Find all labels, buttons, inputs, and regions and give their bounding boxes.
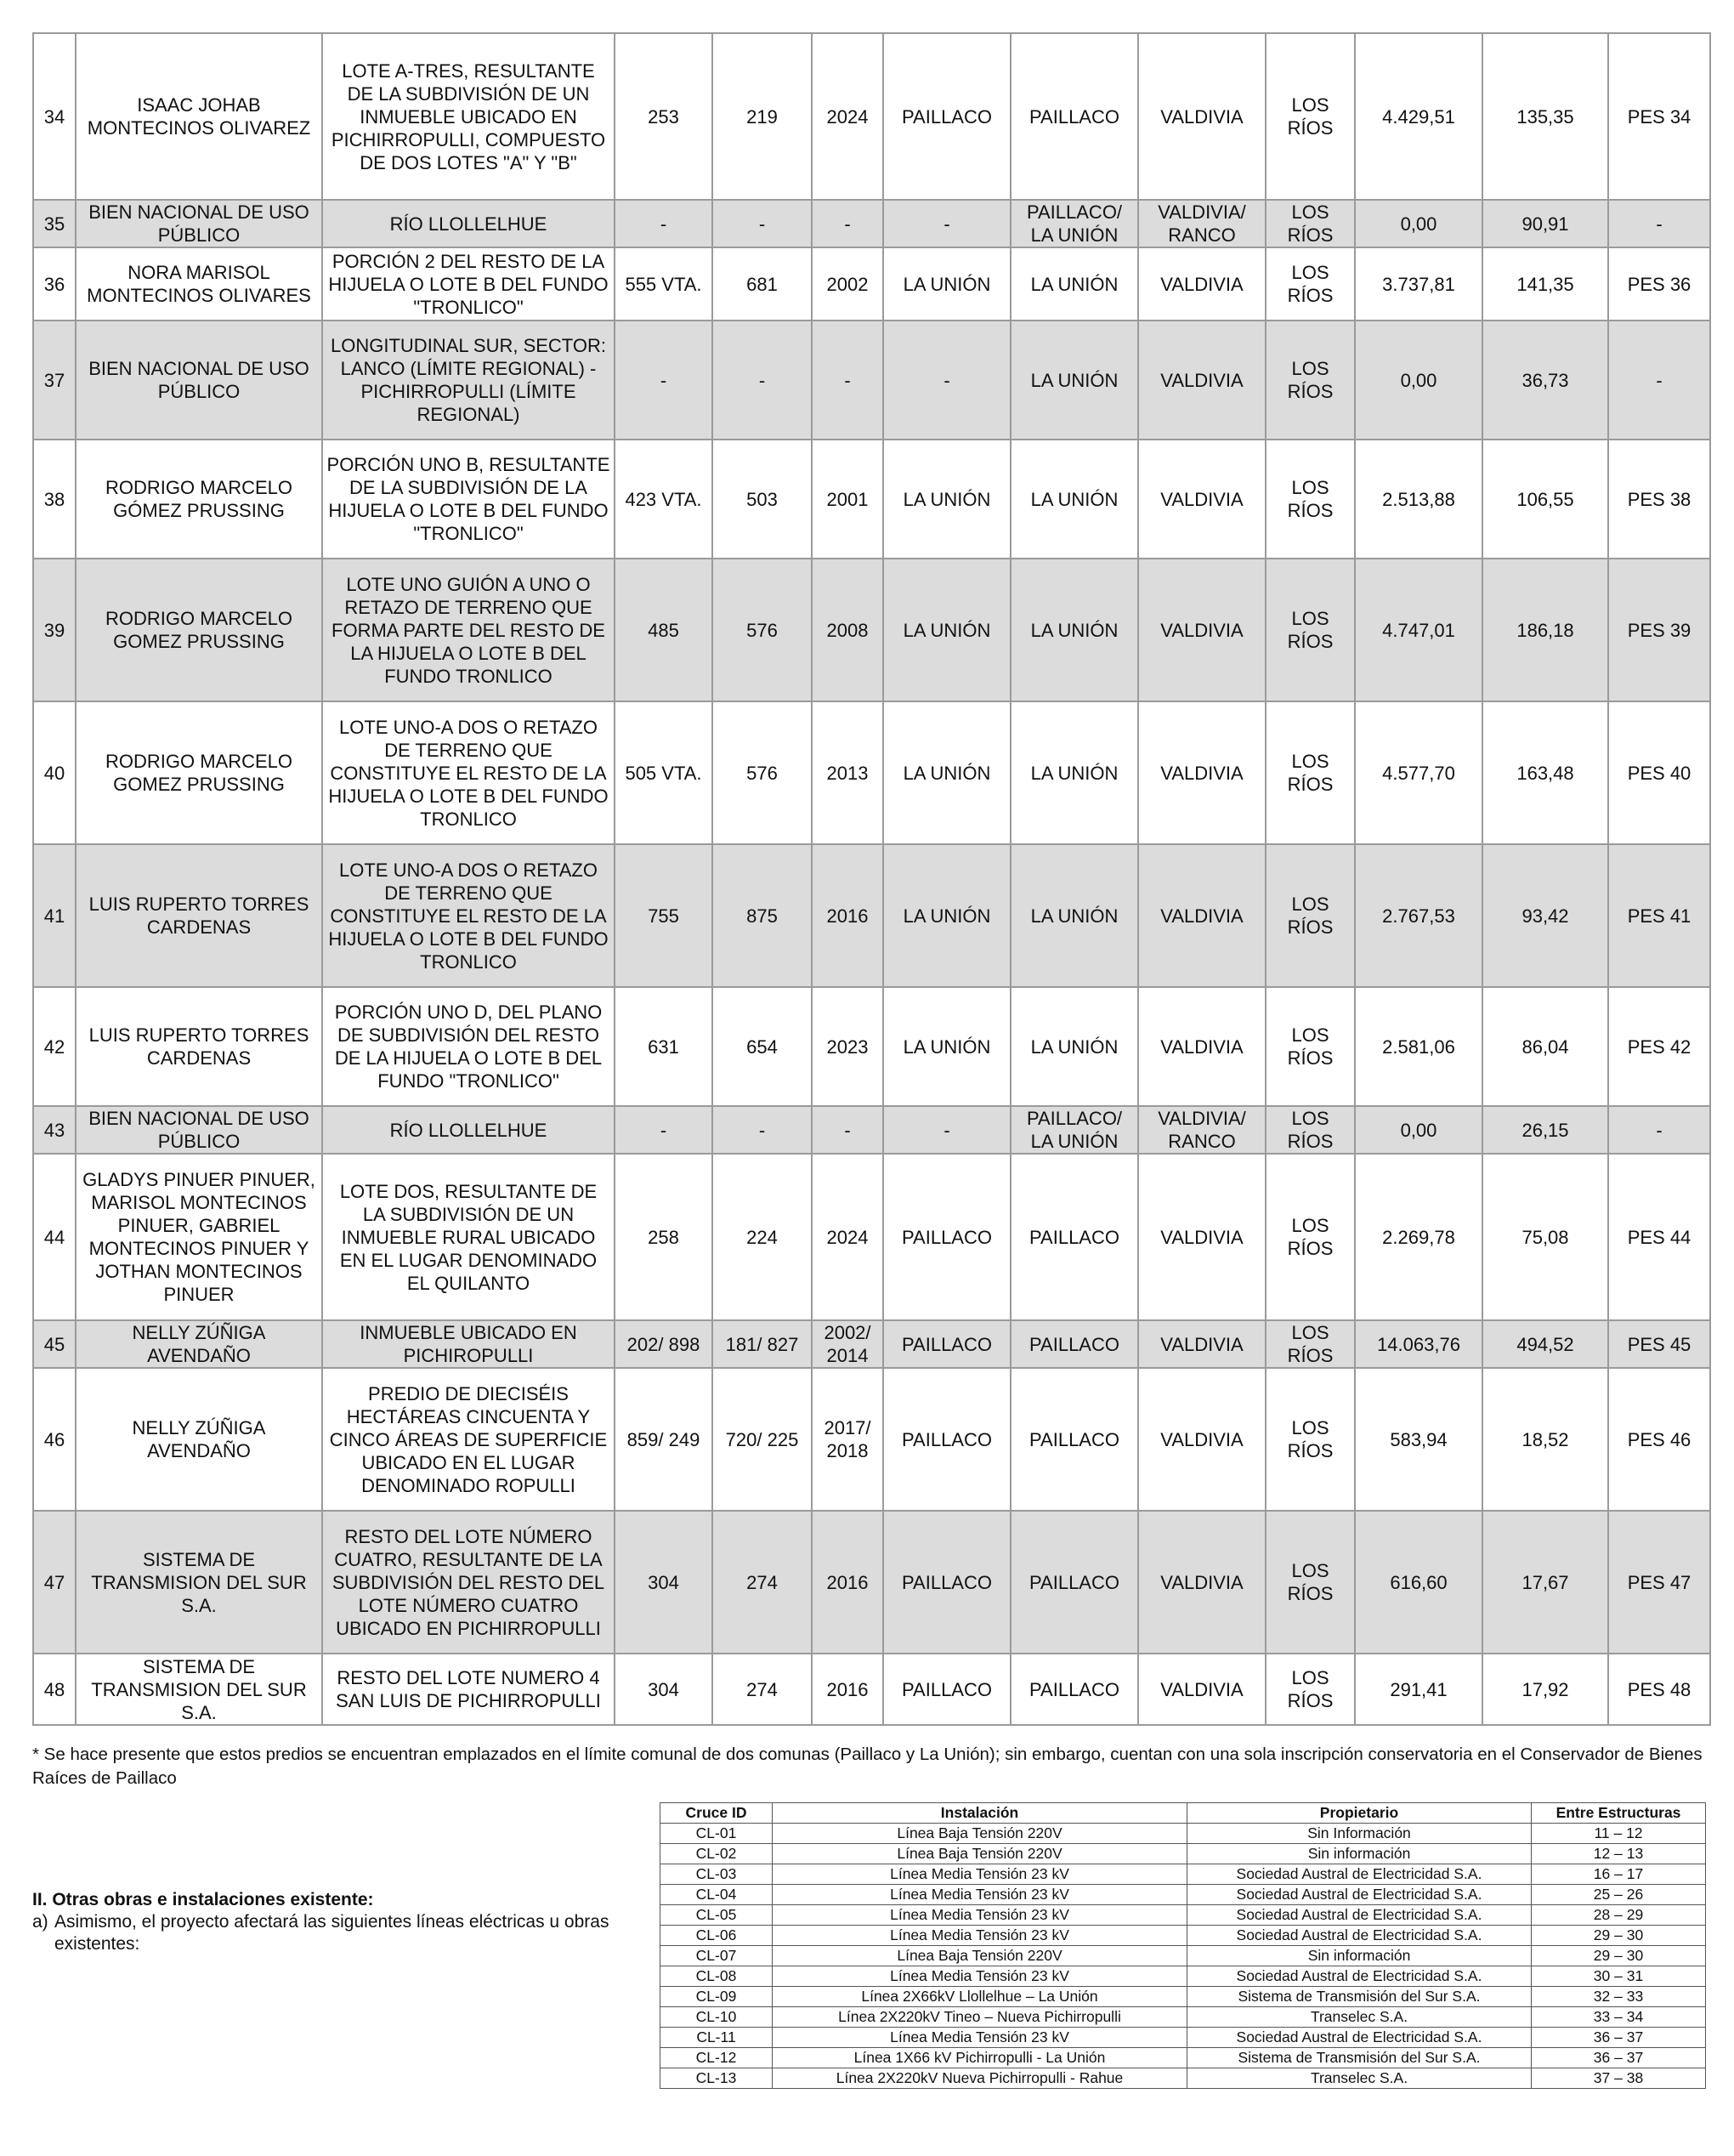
provincia: VALDIVIA bbox=[1138, 1511, 1266, 1654]
footnote: * Se hace presente que estos predios se encuentran emplazados en el límite comunal de dos comunas (Paillaco y La Unión); sin embargo, cuentan con una sola inscripción conservatoria en el Conservador de Bienes Raíces de Paillaco bbox=[32, 1745, 1703, 1788]
pes-code: - bbox=[1608, 1106, 1710, 1154]
owner: Sociedad Austral de Electricidad S.A. bbox=[1187, 1926, 1532, 1946]
crossing-id: CL-05 bbox=[660, 1905, 773, 1926]
pes-code: PES 39 bbox=[1608, 559, 1710, 701]
fojas: 258 bbox=[615, 1154, 712, 1320]
table-row bbox=[33, 1654, 1710, 1725]
length: 36,73 bbox=[1482, 321, 1608, 440]
inscription-number: 720/ 225 bbox=[712, 1368, 812, 1511]
region: LOS RÍOS bbox=[1266, 33, 1355, 200]
comuna: PAILLACO bbox=[1011, 33, 1138, 200]
crossing-row bbox=[660, 1824, 1706, 1844]
pes-code: - bbox=[1608, 200, 1710, 247]
pes-code: PES 42 bbox=[1608, 987, 1710, 1106]
inscription-number: 181/ 827 bbox=[712, 1320, 812, 1368]
provincia: VALDIVIA bbox=[1138, 701, 1266, 844]
cbr: - bbox=[883, 321, 1011, 440]
row-number: 43 bbox=[33, 1106, 76, 1154]
crossing-row bbox=[660, 1864, 1706, 1885]
owner: Sin Información bbox=[1187, 1824, 1532, 1844]
area: 2.513,88 bbox=[1355, 440, 1482, 559]
area: 2.581,06 bbox=[1355, 987, 1482, 1106]
owner: Sistema de Transmisión del Sur S.A. bbox=[1187, 2048, 1532, 2068]
year: - bbox=[812, 1106, 883, 1154]
row-number: 46 bbox=[33, 1368, 76, 1511]
property-description: RESTO DEL LOTE NÚMERO CUATRO, RESULTANTE DE LA SUBDIVISIÓN DEL RESTO DEL LOTE NÚMERO CUATRO UBICADO EN PICHIRROPULLI bbox=[322, 1511, 615, 1654]
crossing-id: CL-11 bbox=[660, 2028, 773, 2048]
provincia: VALDIVIA bbox=[1138, 987, 1266, 1106]
table-row bbox=[33, 33, 1710, 200]
property-description: LOTE UNO GUIÓN A UNO O RETAZO DE TERRENO QUE FORMA PARTE DEL RESTO DE LA HIJUELA O LOTE B DEL FUNDO TRONLICO bbox=[322, 559, 615, 701]
row-number: 42 bbox=[33, 987, 76, 1106]
region: LOS RÍOS bbox=[1266, 1654, 1355, 1725]
comuna: PAILLACO bbox=[1011, 1368, 1138, 1511]
table-row bbox=[33, 440, 1710, 559]
property-description: PORCIÓN 2 DEL RESTO DE LA HIJUELA O LOTE B DEL FUNDO "TRONLICO" bbox=[322, 247, 615, 321]
row-number: 45 bbox=[33, 1320, 76, 1368]
crossing-id: CL-07 bbox=[660, 1946, 773, 1966]
cbr: PAILLACO bbox=[883, 1368, 1011, 1511]
property-description: LOTE UNO-A DOS O RETAZO DE TERRENO QUE CONSTITUYE EL RESTO DE LA HIJUELA O LOTE B DEL FUNDO TRONLICO bbox=[322, 701, 615, 844]
crossing-id: CL-08 bbox=[660, 1966, 773, 1987]
year: 2013 bbox=[812, 701, 883, 844]
length: 163,48 bbox=[1482, 701, 1608, 844]
crossing-row bbox=[660, 1844, 1706, 1864]
fojas: 304 bbox=[615, 1654, 712, 1725]
section-other-works bbox=[32, 1889, 627, 1955]
property-description: LOTE DOS, RESULTANTE DE LA SUBDIVISIÓN DE UN INMUEBLE RURAL UBICADO EN EL LUGAR DENOMINADO EL QUILANTO bbox=[322, 1154, 615, 1320]
length: 93,42 bbox=[1482, 844, 1608, 987]
table-row bbox=[33, 1511, 1710, 1654]
inscription-number: 219 bbox=[712, 33, 812, 200]
pes-code: PES 47 bbox=[1608, 1511, 1710, 1654]
pes-code: PES 34 bbox=[1608, 33, 1710, 200]
length: 26,15 bbox=[1482, 1106, 1608, 1154]
section-heading: II. Otras obras e instalaciones existente: bbox=[32, 1890, 374, 1909]
comuna: PAILLACO bbox=[1011, 1511, 1138, 1654]
length: 75,08 bbox=[1482, 1154, 1608, 1320]
crossing-row bbox=[660, 2048, 1706, 2068]
inscription-number: 274 bbox=[712, 1654, 812, 1725]
area: 0,00 bbox=[1355, 200, 1482, 247]
inscription-number: - bbox=[712, 200, 812, 247]
pes-code: PES 44 bbox=[1608, 1154, 1710, 1320]
owner-name: NELLY ZÚÑIGA AVENDAÑO bbox=[76, 1320, 322, 1368]
crossing-row bbox=[660, 1966, 1706, 1987]
fojas: 631 bbox=[615, 987, 712, 1106]
column-header: Propietario bbox=[1187, 1803, 1532, 1824]
length: 86,04 bbox=[1482, 987, 1608, 1106]
comuna: LA UNIÓN bbox=[1011, 247, 1138, 321]
provincia: VALDIVIA bbox=[1138, 559, 1266, 701]
properties-table bbox=[32, 32, 1711, 1726]
owner-name: SISTEMA DE TRANSMISION DEL SUR S.A. bbox=[76, 1511, 322, 1654]
owner-name: RODRIGO MARCELO GOMEZ PRUSSING bbox=[76, 701, 322, 844]
list-item bbox=[32, 1911, 627, 1955]
area: 4.429,51 bbox=[1355, 33, 1482, 200]
inscription-number: 503 bbox=[712, 440, 812, 559]
cbr: PAILLACO bbox=[883, 33, 1011, 200]
table-row bbox=[33, 559, 1710, 701]
provincia: VALDIVIA bbox=[1138, 247, 1266, 321]
installation: Línea Media Tensión 23 kV bbox=[773, 1966, 1187, 1987]
cbr: LA UNIÓN bbox=[883, 559, 1011, 701]
cbr: - bbox=[883, 1106, 1011, 1154]
installation: Línea Media Tensión 23 kV bbox=[773, 1926, 1187, 1946]
owner-name: ISAAC JOHAB MONTECINOS OLIVAREZ bbox=[76, 33, 322, 200]
owner-name: RODRIGO MARCELO GÓMEZ PRUSSING bbox=[76, 440, 322, 559]
structures: 36 – 37 bbox=[1532, 2028, 1706, 2048]
property-description: PORCIÓN UNO B, RESULTANTE DE LA SUBDIVISIÓN DE LA HIJUELA O LOTE B DEL FUNDO "TRONLICO" bbox=[322, 440, 615, 559]
owner: Sociedad Austral de Electricidad S.A. bbox=[1187, 1905, 1532, 1926]
provincia: VALDIVIA bbox=[1138, 844, 1266, 987]
property-description: LOTE UNO-A DOS O RETAZO DE TERRENO QUE CONSTITUYE EL RESTO DE LA HIJUELA O LOTE B DEL FUNDO TRONLICO bbox=[322, 844, 615, 987]
length: 186,18 bbox=[1482, 559, 1608, 701]
length: 17,67 bbox=[1482, 1511, 1608, 1654]
fojas: - bbox=[615, 321, 712, 440]
property-description: PORCIÓN UNO D, DEL PLANO DE SUBDIVISIÓN DEL RESTO DE LA HIJUELA O LOTE B DEL FUNDO "TRONLICO" bbox=[322, 987, 615, 1106]
structures: 29 – 30 bbox=[1532, 1926, 1706, 1946]
region: LOS RÍOS bbox=[1266, 1154, 1355, 1320]
area: 0,00 bbox=[1355, 321, 1482, 440]
area: 616,60 bbox=[1355, 1511, 1482, 1654]
inscription-number: 875 bbox=[712, 844, 812, 987]
provincia: VALDIVIA bbox=[1138, 440, 1266, 559]
length: 18,52 bbox=[1482, 1368, 1608, 1511]
fojas: 202/ 898 bbox=[615, 1320, 712, 1368]
owner-name: BIEN NACIONAL DE USO PÚBLICO bbox=[76, 1106, 322, 1154]
length: 494,52 bbox=[1482, 1320, 1608, 1368]
year: - bbox=[812, 200, 883, 247]
installation: Línea Media Tensión 23 kV bbox=[773, 1885, 1187, 1905]
region: LOS RÍOS bbox=[1266, 440, 1355, 559]
pes-code: PES 40 bbox=[1608, 701, 1710, 844]
owner: Sistema de Transmisión del Sur S.A. bbox=[1187, 1987, 1532, 2007]
crossing-row bbox=[660, 1926, 1706, 1946]
inscription-number: 576 bbox=[712, 559, 812, 701]
region: LOS RÍOS bbox=[1266, 1511, 1355, 1654]
provincia: VALDIVIA bbox=[1138, 1368, 1266, 1511]
property-description: RESTO DEL LOTE NUMERO 4 SAN LUIS DE PICHIRROPULLI bbox=[322, 1654, 615, 1725]
structures: 37 – 38 bbox=[1532, 2068, 1706, 2089]
pes-code: PES 48 bbox=[1608, 1654, 1710, 1725]
installation: Línea Media Tensión 23 kV bbox=[773, 1864, 1187, 1885]
pes-code: PES 46 bbox=[1608, 1368, 1710, 1511]
pes-code: - bbox=[1608, 321, 1710, 440]
area: 291,41 bbox=[1355, 1654, 1482, 1725]
property-description: INMUEBLE UBICADO EN PICHIROPULLI bbox=[322, 1320, 615, 1368]
table-row bbox=[33, 200, 1710, 247]
region: LOS RÍOS bbox=[1266, 987, 1355, 1106]
region: LOS RÍOS bbox=[1266, 200, 1355, 247]
year: 2023 bbox=[812, 987, 883, 1106]
cbr: - bbox=[883, 200, 1011, 247]
table-row bbox=[33, 1154, 1710, 1320]
owner: Sin información bbox=[1187, 1844, 1532, 1864]
crossing-id: CL-12 bbox=[660, 2048, 773, 2068]
length: 17,92 bbox=[1482, 1654, 1608, 1725]
installation: Línea Baja Tensión 220V bbox=[773, 1946, 1187, 1966]
owner: Transelec S.A. bbox=[1187, 2007, 1532, 2028]
cbr: LA UNIÓN bbox=[883, 701, 1011, 844]
row-number: 40 bbox=[33, 701, 76, 844]
inscription-number: 681 bbox=[712, 247, 812, 321]
cbr: PAILLACO bbox=[883, 1154, 1011, 1320]
owner-name: BIEN NACIONAL DE USO PÚBLICO bbox=[76, 321, 322, 440]
row-number: 34 bbox=[33, 33, 76, 200]
provincia: VALDIVIA/ RANCO bbox=[1138, 200, 1266, 247]
structures: 36 – 37 bbox=[1532, 2048, 1706, 2068]
year: 2002 bbox=[812, 247, 883, 321]
structures: 30 – 31 bbox=[1532, 1966, 1706, 1987]
year: 2016 bbox=[812, 844, 883, 987]
cbr: LA UNIÓN bbox=[883, 440, 1011, 559]
fojas: - bbox=[615, 1106, 712, 1154]
list-item-text: Asimismo, el proyecto afectará las siguientes líneas eléctricas u obras existentes: bbox=[54, 1912, 609, 1954]
installation: Línea Media Tensión 23 kV bbox=[773, 1905, 1187, 1926]
cbr: PAILLACO bbox=[883, 1511, 1011, 1654]
comuna: LA UNIÓN bbox=[1011, 844, 1138, 987]
owner: Sociedad Austral de Electricidad S.A. bbox=[1187, 1864, 1532, 1885]
region: LOS RÍOS bbox=[1266, 1106, 1355, 1154]
crossing-id: CL-10 bbox=[660, 2007, 773, 2028]
installation: Línea 2X220kV Tineo – Nueva Pichirropulli bbox=[773, 2007, 1187, 2028]
structures: 32 – 33 bbox=[1532, 1987, 1706, 2007]
cbr: PAILLACO bbox=[883, 1320, 1011, 1368]
installation: Línea Baja Tensión 220V bbox=[773, 1844, 1187, 1864]
comuna: PAILLACO/ LA UNIÓN bbox=[1011, 1106, 1138, 1154]
crossing-row bbox=[660, 2007, 1706, 2028]
owner-name: NELLY ZÚÑIGA AVENDAÑO bbox=[76, 1368, 322, 1511]
crossing-id: CL-13 bbox=[660, 2068, 773, 2089]
page bbox=[32, 32, 1705, 1726]
region: LOS RÍOS bbox=[1266, 559, 1355, 701]
inscription-number: - bbox=[712, 321, 812, 440]
crossing-id: CL-03 bbox=[660, 1864, 773, 1885]
row-number: 39 bbox=[33, 559, 76, 701]
owner-name: LUIS RUPERTO TORRES CARDENAS bbox=[76, 844, 322, 987]
crossing-id: CL-01 bbox=[660, 1824, 773, 1844]
crossing-id: CL-04 bbox=[660, 1885, 773, 1905]
column-header: Cruce ID bbox=[660, 1803, 773, 1824]
owner-name: RODRIGO MARCELO GOMEZ PRUSSING bbox=[76, 559, 322, 701]
comuna: PAILLACO bbox=[1011, 1154, 1138, 1320]
table-row bbox=[33, 701, 1710, 844]
installation: Línea 2X66kV Llollelhue – La Unión bbox=[773, 1987, 1187, 2007]
region: LOS RÍOS bbox=[1266, 321, 1355, 440]
installation: Línea Baja Tensión 220V bbox=[773, 1824, 1187, 1844]
area: 14.063,76 bbox=[1355, 1320, 1482, 1368]
comuna: PAILLACO/ LA UNIÓN bbox=[1011, 200, 1138, 247]
fojas: 253 bbox=[615, 33, 712, 200]
owner-name: GLADYS PINUER PINUER, MARISOL MONTECINOS PINUER, GABRIEL MONTECINOS PINUER Y JOTHAN MONTECINOS PINUER bbox=[76, 1154, 322, 1320]
region: LOS RÍOS bbox=[1266, 1368, 1355, 1511]
pes-code: PES 36 bbox=[1608, 247, 1710, 321]
year: 2016 bbox=[812, 1654, 883, 1725]
row-number: 35 bbox=[33, 200, 76, 247]
table-row bbox=[33, 987, 1710, 1106]
cbr: LA UNIÓN bbox=[883, 247, 1011, 321]
provincia: VALDIVIA bbox=[1138, 321, 1266, 440]
fojas: 755 bbox=[615, 844, 712, 987]
cbr: PAILLACO bbox=[883, 1654, 1011, 1725]
table-row bbox=[33, 247, 1710, 321]
row-number: 41 bbox=[33, 844, 76, 987]
provincia: VALDIVIA bbox=[1138, 1320, 1266, 1368]
area: 4.577,70 bbox=[1355, 701, 1482, 844]
fojas: 485 bbox=[615, 559, 712, 701]
provincia: VALDIVIA/ RANCO bbox=[1138, 1106, 1266, 1154]
inscription-number: 274 bbox=[712, 1511, 812, 1654]
comuna: LA UNIÓN bbox=[1011, 559, 1138, 701]
property-description: PREDIO DE DIECISÉIS HECTÁREAS CINCUENTA Y CINCO ÁREAS DE SUPERFICIE UBICADO EN EL LUGAR DENOMINADO ROPULLI bbox=[322, 1368, 615, 1511]
table-row bbox=[33, 1320, 1710, 1368]
column-header: Entre Estructuras bbox=[1532, 1803, 1706, 1824]
year: 2002/ 2014 bbox=[812, 1320, 883, 1368]
structures: 25 – 26 bbox=[1532, 1885, 1706, 1905]
crossing-row bbox=[660, 1946, 1706, 1966]
area: 583,94 bbox=[1355, 1368, 1482, 1511]
comuna: PAILLACO bbox=[1011, 1654, 1138, 1725]
property-description: RÍO LLOLLELHUE bbox=[322, 200, 615, 247]
pes-code: PES 41 bbox=[1608, 844, 1710, 987]
crossing-id: CL-02 bbox=[660, 1844, 773, 1864]
structures: 29 – 30 bbox=[1532, 1946, 1706, 1966]
owner-name: SISTEMA DE TRANSMISION DEL SUR S.A. bbox=[76, 1654, 322, 1725]
crossing-row bbox=[660, 2068, 1706, 2089]
installation: Línea 2X220kV Nueva Pichirropulli - Rahue bbox=[773, 2068, 1187, 2089]
inscription-number: - bbox=[712, 1106, 812, 1154]
crossing-row bbox=[660, 1905, 1706, 1926]
region: LOS RÍOS bbox=[1266, 1320, 1355, 1368]
provincia: VALDIVIA bbox=[1138, 33, 1266, 200]
comuna: LA UNIÓN bbox=[1011, 987, 1138, 1106]
year: 2024 bbox=[812, 1154, 883, 1320]
comuna: LA UNIÓN bbox=[1011, 440, 1138, 559]
owner-name: LUIS RUPERTO TORRES CARDENAS bbox=[76, 987, 322, 1106]
property-description: LONGITUDINAL SUR, SECTOR: LANCO (LÍMITE REGIONAL) - PICHIRROPULLI (LÍMITE REGIONAL) bbox=[322, 321, 615, 440]
row-number: 48 bbox=[33, 1654, 76, 1725]
owner: Sociedad Austral de Electricidad S.A. bbox=[1187, 1885, 1532, 1905]
area: 2.269,78 bbox=[1355, 1154, 1482, 1320]
region: LOS RÍOS bbox=[1266, 247, 1355, 321]
crossings-header-row bbox=[660, 1803, 1706, 1824]
owner: Sociedad Austral de Electricidad S.A. bbox=[1187, 2028, 1532, 2048]
cbr: LA UNIÓN bbox=[883, 987, 1011, 1106]
cbr: LA UNIÓN bbox=[883, 844, 1011, 987]
length: 90,91 bbox=[1482, 200, 1608, 247]
owner: Sin información bbox=[1187, 1946, 1532, 1966]
owner: Sociedad Austral de Electricidad S.A. bbox=[1187, 1966, 1532, 1987]
fojas: 859/ 249 bbox=[615, 1368, 712, 1511]
table-row bbox=[33, 1368, 1710, 1511]
fojas: - bbox=[615, 200, 712, 247]
comuna: PAILLACO bbox=[1011, 1320, 1138, 1368]
installation: Línea Media Tensión 23 kV bbox=[773, 2028, 1187, 2048]
year: 2024 bbox=[812, 33, 883, 200]
comuna: LA UNIÓN bbox=[1011, 321, 1138, 440]
inscription-number: 654 bbox=[712, 987, 812, 1106]
owner: Transelec S.A. bbox=[1187, 2068, 1532, 2089]
area: 0,00 bbox=[1355, 1106, 1482, 1154]
crossing-row bbox=[660, 1987, 1706, 2007]
installation: Línea 1X66 kV Pichirropulli - La Unión bbox=[773, 2048, 1187, 2068]
owner-name: BIEN NACIONAL DE USO PÚBLICO bbox=[76, 200, 322, 247]
year: 2016 bbox=[812, 1511, 883, 1654]
pes-code: PES 45 bbox=[1608, 1320, 1710, 1368]
structures: 12 – 13 bbox=[1532, 1844, 1706, 1864]
provincia: VALDIVIA bbox=[1138, 1154, 1266, 1320]
structures: 28 – 29 bbox=[1532, 1905, 1706, 1926]
area: 4.747,01 bbox=[1355, 559, 1482, 701]
fojas: 505 VTA. bbox=[615, 701, 712, 844]
owner-name: NORA MARISOL MONTECINOS OLIVARES bbox=[76, 247, 322, 321]
table-row bbox=[33, 321, 1710, 440]
row-number: 38 bbox=[33, 440, 76, 559]
crossing-row bbox=[660, 1885, 1706, 1905]
structures: 11 – 12 bbox=[1532, 1824, 1706, 1844]
fojas: 423 VTA. bbox=[615, 440, 712, 559]
row-number: 47 bbox=[33, 1511, 76, 1654]
area: 2.767,53 bbox=[1355, 844, 1482, 987]
year: - bbox=[812, 321, 883, 440]
row-number: 36 bbox=[33, 247, 76, 321]
length: 141,35 bbox=[1482, 247, 1608, 321]
region: LOS RÍOS bbox=[1266, 844, 1355, 987]
row-number: 44 bbox=[33, 1154, 76, 1320]
year: 2001 bbox=[812, 440, 883, 559]
structures: 33 – 34 bbox=[1532, 2007, 1706, 2028]
column-header: Instalación bbox=[773, 1803, 1187, 1824]
year: 2017/ 2018 bbox=[812, 1368, 883, 1511]
structures: 16 – 17 bbox=[1532, 1864, 1706, 1885]
region: LOS RÍOS bbox=[1266, 701, 1355, 844]
table-row bbox=[33, 1106, 1710, 1154]
area: 3.737,81 bbox=[1355, 247, 1482, 321]
crossings-table bbox=[660, 1802, 1706, 2089]
inscription-number: 224 bbox=[712, 1154, 812, 1320]
year: 2008 bbox=[812, 559, 883, 701]
crossing-id: CL-09 bbox=[660, 1987, 773, 2007]
comuna: LA UNIÓN bbox=[1011, 701, 1138, 844]
crossing-id: CL-06 bbox=[660, 1926, 773, 1946]
row-number: 37 bbox=[33, 321, 76, 440]
table-row bbox=[33, 844, 1710, 987]
list-marker: a) bbox=[32, 1912, 48, 1932]
provincia: VALDIVIA bbox=[1138, 1654, 1266, 1725]
length: 135,35 bbox=[1482, 33, 1608, 200]
crossing-row bbox=[660, 2028, 1706, 2048]
length: 106,55 bbox=[1482, 440, 1608, 559]
property-description: RÍO LLOLLELHUE bbox=[322, 1106, 615, 1154]
property-description: LOTE A-TRES, RESULTANTE DE LA SUBDIVISIÓN DE UN INMUEBLE UBICADO EN PICHIRROPULLI, COMPUESTO DE DOS LOTES "A" Y "B" bbox=[322, 33, 615, 200]
pes-code: PES 38 bbox=[1608, 440, 1710, 559]
fojas: 555 VTA. bbox=[615, 247, 712, 321]
inscription-number: 576 bbox=[712, 701, 812, 844]
fojas: 304 bbox=[615, 1511, 712, 1654]
